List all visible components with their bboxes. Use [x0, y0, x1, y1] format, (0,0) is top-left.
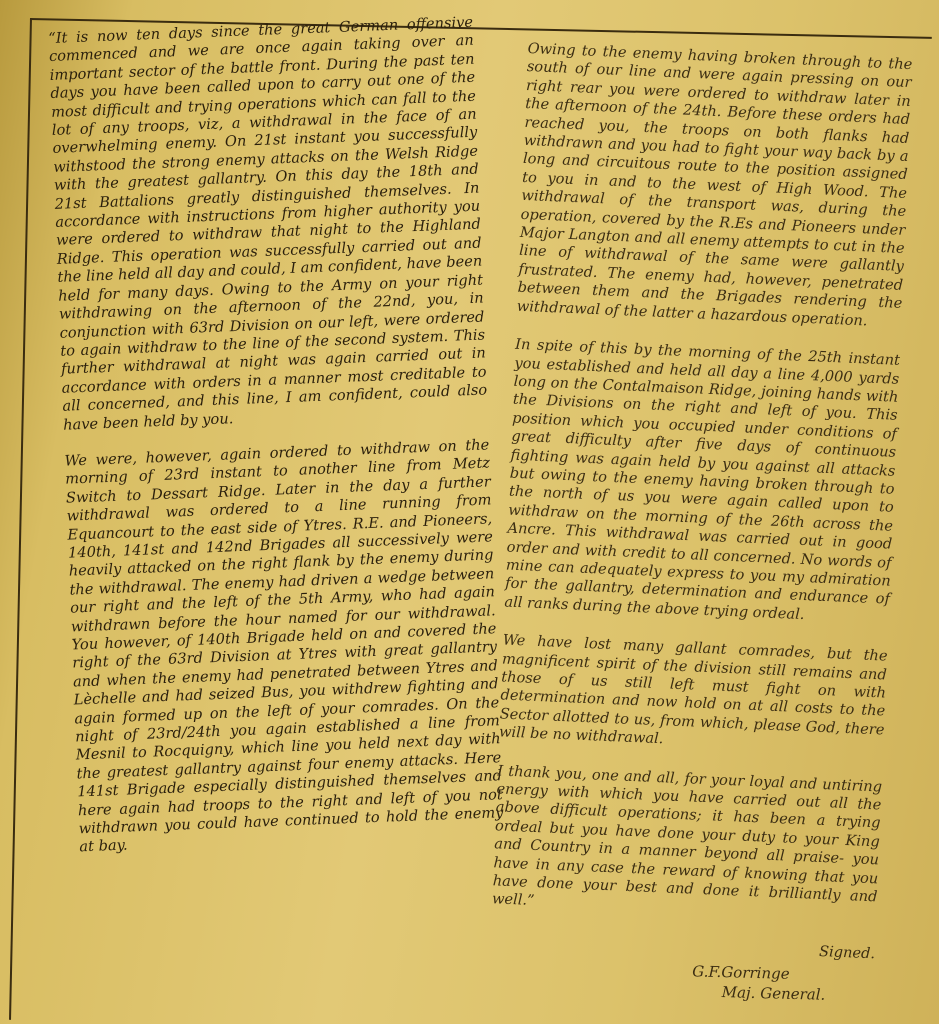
letter-right-column	[489, 40, 913, 984]
letter-paragraph: We were, however, again ordered to withdraw on the morning of 23rd instant to another line from Metz Switch to Dessart Ridge. Later in the day a further withdrawal was ordered to a line running from Equancourt to the east side of Ytres. R.E. and Pioneers, 140th, 141st and 142nd Brigades all successively were heavily attacked on the right flank by the enemy during the withdrawal. The enemy had driven a wedge between our right and the left of the 5th Army, who had again withdrawn before the hour named for our withdrawal. You however, of 140th Brigade held on and covered the right of the 63rd Division at Ytres with great gallantry and when the enemy had penetrated between Ytres and Lèchelle and had seized Bus, you withdrew fighting and again formed up on the left of your comrades. On the night of 23rd/24th you again established a line from Mesnil to Rocquigny, which line you held next day with the greatest gallantry against four enemy attacks. Here 141st Brigade especially distinguished themselves and here again had troops to the right and left of you not withdrawn you could have continued to hold the enemy at bay.	[64, 436, 504, 856]
letter-left-column	[48, 14, 505, 876]
letter-paragraph: I thank you, one and all, for your loyal and untiring energy with which you have carried out all the above difficult operations; it has been a trying ordeal but you have done your duty to your King and Country in a manner beyond all praise- you have in any case the reward of knowing that you have done your best and done it brilliantly and well.”	[491, 761, 883, 910]
letter-paragraph: We have lost many gallant comrades, but the magnificent spirit of the division still remains and those of us still left must fight on with determination and now hold on at all costs to the Sector allotted to us, from which, please God, there will be no withdrawal.	[498, 631, 888, 748]
signature-block	[689, 961, 826, 1005]
letter-paragraph: “It is now ten days since the great German offensive commenced and we are once again taking over an important sector of the battle front. During the past ten days you have been called upon to carry out one of the most difficult and trying operations which can fall to the lot of any troops, viz, a withdrawal in the face of an overwhelming enemy. On 21st instant you successfully withstood the strong enemy attacks on the Welsh Ridge with the greatest gallantry. On this day the 18th and 21st Battalions greatly distinguished themselves. In accordance with instructions from higher authority you were ordered to withdraw that night to the Highland Ridge. This operation was successfully carried out and the line held all day and could, I am confident, have been held for many days. Owing to the Army on your right withdrawing on the afternoon of the 22nd, you, in conjunction with 63rd Division on our left, were ordered to again withdraw to the line of the second system. This further withdrawal at night was again carried out in accordance with orders in a manner most creditable to all concerned, and this line, I am confident, could also have been held by you.	[48, 13, 488, 434]
signed-label: Signed.	[818, 942, 876, 963]
signature-name: G.F.Gorringe	[692, 962, 790, 983]
letter-paragraph: In spite of this by the morning of the 25th instant you established and held all day a line 4,000 yards long on the Contalmaison Ridge, joining hands with the Divisions on the right and left of you. This position which you occupied under conditions of great difficulty after five days of continuous fighting was again held by you against all attacks but owing to the enemy having broken through to the north of us you were again called upon to withdraw on the morning of the 26th across the Ancre. This withdrawal was carried out in good order and with credit to all concerned. No words of mine can adequately express to you my admiration for the gallantry, determination and endurance of all ranks during the above trying ordeal.	[504, 335, 901, 623]
letter-paragraph: Owing to the enemy having broken through to the south of our line and were again pressing on our right rear you were ordered to withdraw later in the afternoon of the 24th. Before these orders had reached you, the troops on both flanks had withdrawn and you had to fight your way back by a long and circuitous route to the position assigned to you in and to the west of High Wood. The withdrawal of the transport was, during the operation, covered by the R.Es and Pioneers under Major Langton and all enemy attempts to cut in the line of withdrawal of the same were gallantly frustrated. The enemy had, however, penetrated between them and the Brigades rendering the withdrawal of the latter a hazardous operation.	[516, 40, 913, 330]
signature-rank: Maj. General.	[721, 983, 826, 1004]
